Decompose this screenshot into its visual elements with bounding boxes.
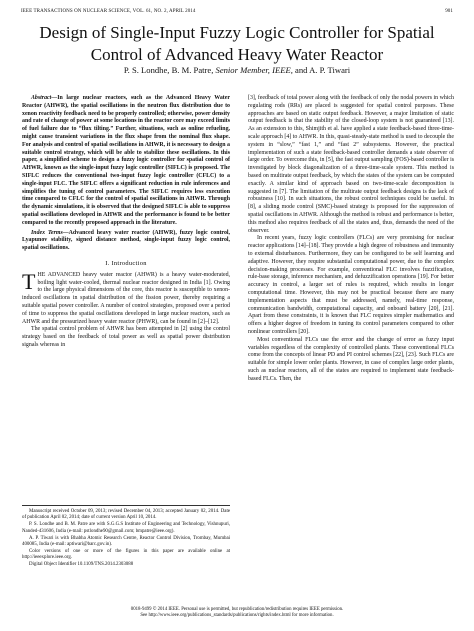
right-column [248, 95, 454, 383]
author-names: P. S. Londhe, B. M. Patre, [123, 65, 214, 75]
author-last: and A. P. Tiwari [295, 65, 351, 75]
footnotes [22, 505, 230, 569]
body-paragraph-2: In recent years, fuzzy logic controllers (FLCs) are very promising for nuclear reactor applications [14]–[18]. They provide a high degree of robustness and immunity to external disturbances. Furthermore, they can be configured to be self learning and adaptive. However, they require substantial computational power, due to the complex decision-making processes. For example, conventional FLC involves fuzzification, rule-base storage, inference mechanism, and defuzzification operations [19]. For better accuracy in control, a larger set of rules is required, which results in longer computational time. However, this may not be practical because there are many implementation aspects that must be addressed, namely, real-time response, communication bandwidth, computational capacity, and onboard battery [20], [21]. Apart from these constraints, it is known that FLC requires simpler mathematics and offers a higher degree of freedom in tuning its control parameters compared to other nonlinear controllers [20]. [248, 235, 454, 335]
copyright-line-1: 0018-9499 © 2014 IEEE. Personal use is permitted, but republication/redistribution requires IEEE permission. [130, 607, 344, 612]
footnote-color: Color versions of one or more of the figures in this paper are available online at http://ieeexplore.ieee.org. [22, 548, 230, 561]
left-column [22, 95, 230, 350]
footnote-doi: Digital Object Identifier 10.1109/TNS.2014.2303088 [29, 562, 134, 568]
body-paragraph-1: [3], feedback of total power along with the feedback of only the nodal powers in which regulating rods (RRs) are placed is suggested for spatial control purposes. These approaches are based on static output feedback. However, a major limitation of static output feedback is that the stability of the closed-loop system is not guaranteed [13]. As an extension to this, Shimjith et al. have applied a state feedback-based three-time-scale approach [4] to AHWR. In this, quasi-steady-state method is used to decouple the system in “slow,” “fast 1,” and “fast 2” subsystems. However, the practical implementation of such a state feedback-based controller demands a state observer of large order. To overcome this, in [5], the fast output sampling (FOS)-based controller is investigated by block diagonalization of a three-time-scale system. This method is based on multirate output feedback, by which the states of the system can be computed exactly. A similar kind of approach based on two-time-scale decomposition is suggested in [7]. The limitation of the multirate output feedback designs is the lack of robustness [10]. In such situations, the robust control techniques could be useful. In [8], a sliding mode control (SMC)-based strategy is proposed for the suppression of spatial oscillations in AHWR. Although the method is robust and performance is better, this method also requires feedback of all the states and, thus, demands the need of the observer. [248, 95, 454, 234]
intro-paragraph-2: The spatial control problem of AHWR has been attempted in [2] using the control strategy based on the feedback of total power as well as spatial power distribution signals whereas in [22, 326, 230, 348]
abstract-text: —In large nuclear reactors, such as the Advanced Heavy Water Reactor (AHWR), the spatial oscillations in the neutron flux distribution due to xenon reactivity feedback need to be properly controlled; otherwise, power density and rate of change of power at some locations in the reactor core may exceed limits of fuel failure due to “flux tilting.” Further, situations, such as online refueling, might cause transient variations in the flux shape from the nominal flux shape. For analysis and control of spatial oscillations in AHWR, it is necessary to design a suitable control strategy, which will be able to stabilize these oscillations. In this paper, a simplified scheme to design a fuzzy logic controller for spatial control of AHWR, known as the single-input fuzzy logic controller (SIFLC) is proposed. The SIFLC reduces the conventional two-input fuzzy logic controller (CFLC) to a single-input FLC. The SIFLC offers a significant reduction in rule inferences and simplifies the tuning of control parameters. The SIFLC requires less execution time compared to CFLC for the control of spatial oscillations in AHWR. Through the dynamic simulations, it is observed that the designed SIFLC is able to suppress spatial oscillations developed in AHWR and the performance is found to be better compared to the recently proposed approach in the literature. [22, 95, 230, 226]
index-terms [22, 230, 230, 253]
footnote-authors-1: P. S. Londhe and B. M. Patre are with S.G.G.S Institute of Engineering and Technology, Vishnupuri, Nanded-431606, India (e-mail: pstlondhe90@gmail.com; bmpatre@ieee.org). [22, 522, 230, 534]
running-header [21, 9, 453, 17]
copyright-line-2: See http://www.ieee.org/publications_standards/publications/rights/index.html for more information. [140, 613, 334, 619]
copyright-footer [20, 607, 454, 619]
author-line [20, 65, 454, 75]
footnote-authors-2: A. P. Tiwari is with Bhabha Atomic Research Centre, Reactor Control Division, Trombay, Mumbai 400085, India (e-mail: aptiwari@barc.gov.in). [22, 535, 230, 548]
drop-cap: T [22, 268, 36, 294]
author-role: Senior Member, IEEE, [215, 65, 293, 75]
footnote-rule [22, 505, 230, 506]
paper-title: Design of Single-Input Fuzzy Logic Controller for Spatial Control of Advanced Heavy Water Reactor [39, 23, 435, 64]
abstract [22, 95, 230, 228]
page-number: 901 [445, 9, 453, 14]
body-paragraph-3: Most conventional FLCs use the error and the change of error as fuzzy input variables regardless of the complexity of controlled plants. These conventional FLCs come from the concepts of linear PD and PI control schemes [22], [23]. Such FLCs are suitable for simple lower order plants. However, in case of complex large order plants, such as nuclear reactors, all of the states are required to implement state feedback-based FLCs. Then, the [248, 336, 454, 382]
section-heading-introduction: I. Introduction [105, 259, 147, 267]
footnote-manuscript: Manuscript received October 09, 2013; revised December 04, 2013; accepted January 02, 2014. Date of publication April 02, 2014; date of current version April 10, 2014. [22, 509, 230, 521]
journal-info: IEEE TRANSACTIONS ON NUCLEAR SCIENCE, VOL. 61, NO. 2, APRIL 2014 [21, 9, 196, 14]
index-terms-label: Index Terms [31, 229, 63, 236]
intro-paragraph-1-text: HE ADVANCED heavy water reactor (AHWR) is a heavy water-moderated, boiling light water-cooled, thermal nuclear reactor designed in India [1]. Owing to the large physical dimensions of the core, this reactor is susceptible to xenon-induced oscillations in spatial distribution of the fission power, thereby requiring a suitable spatial power controller. A number of control strategies, proposed over a period of time to suppress the spatial oscillations developed in large nuclear reactors, such as AHWR and the pressurized heavy water reactor (PHWR), can be found in [2]–[12]. [22, 271, 230, 325]
index-terms-text: —Advanced heavy water reactor (AHWR), fuzzy logic control, Lyapunov stability, signed distance method, single-input fuzzy logic control, spatial oscillations. [22, 229, 230, 252]
intro-paragraph-1 [22, 268, 230, 327]
abstract-label: Abstract [31, 95, 52, 101]
